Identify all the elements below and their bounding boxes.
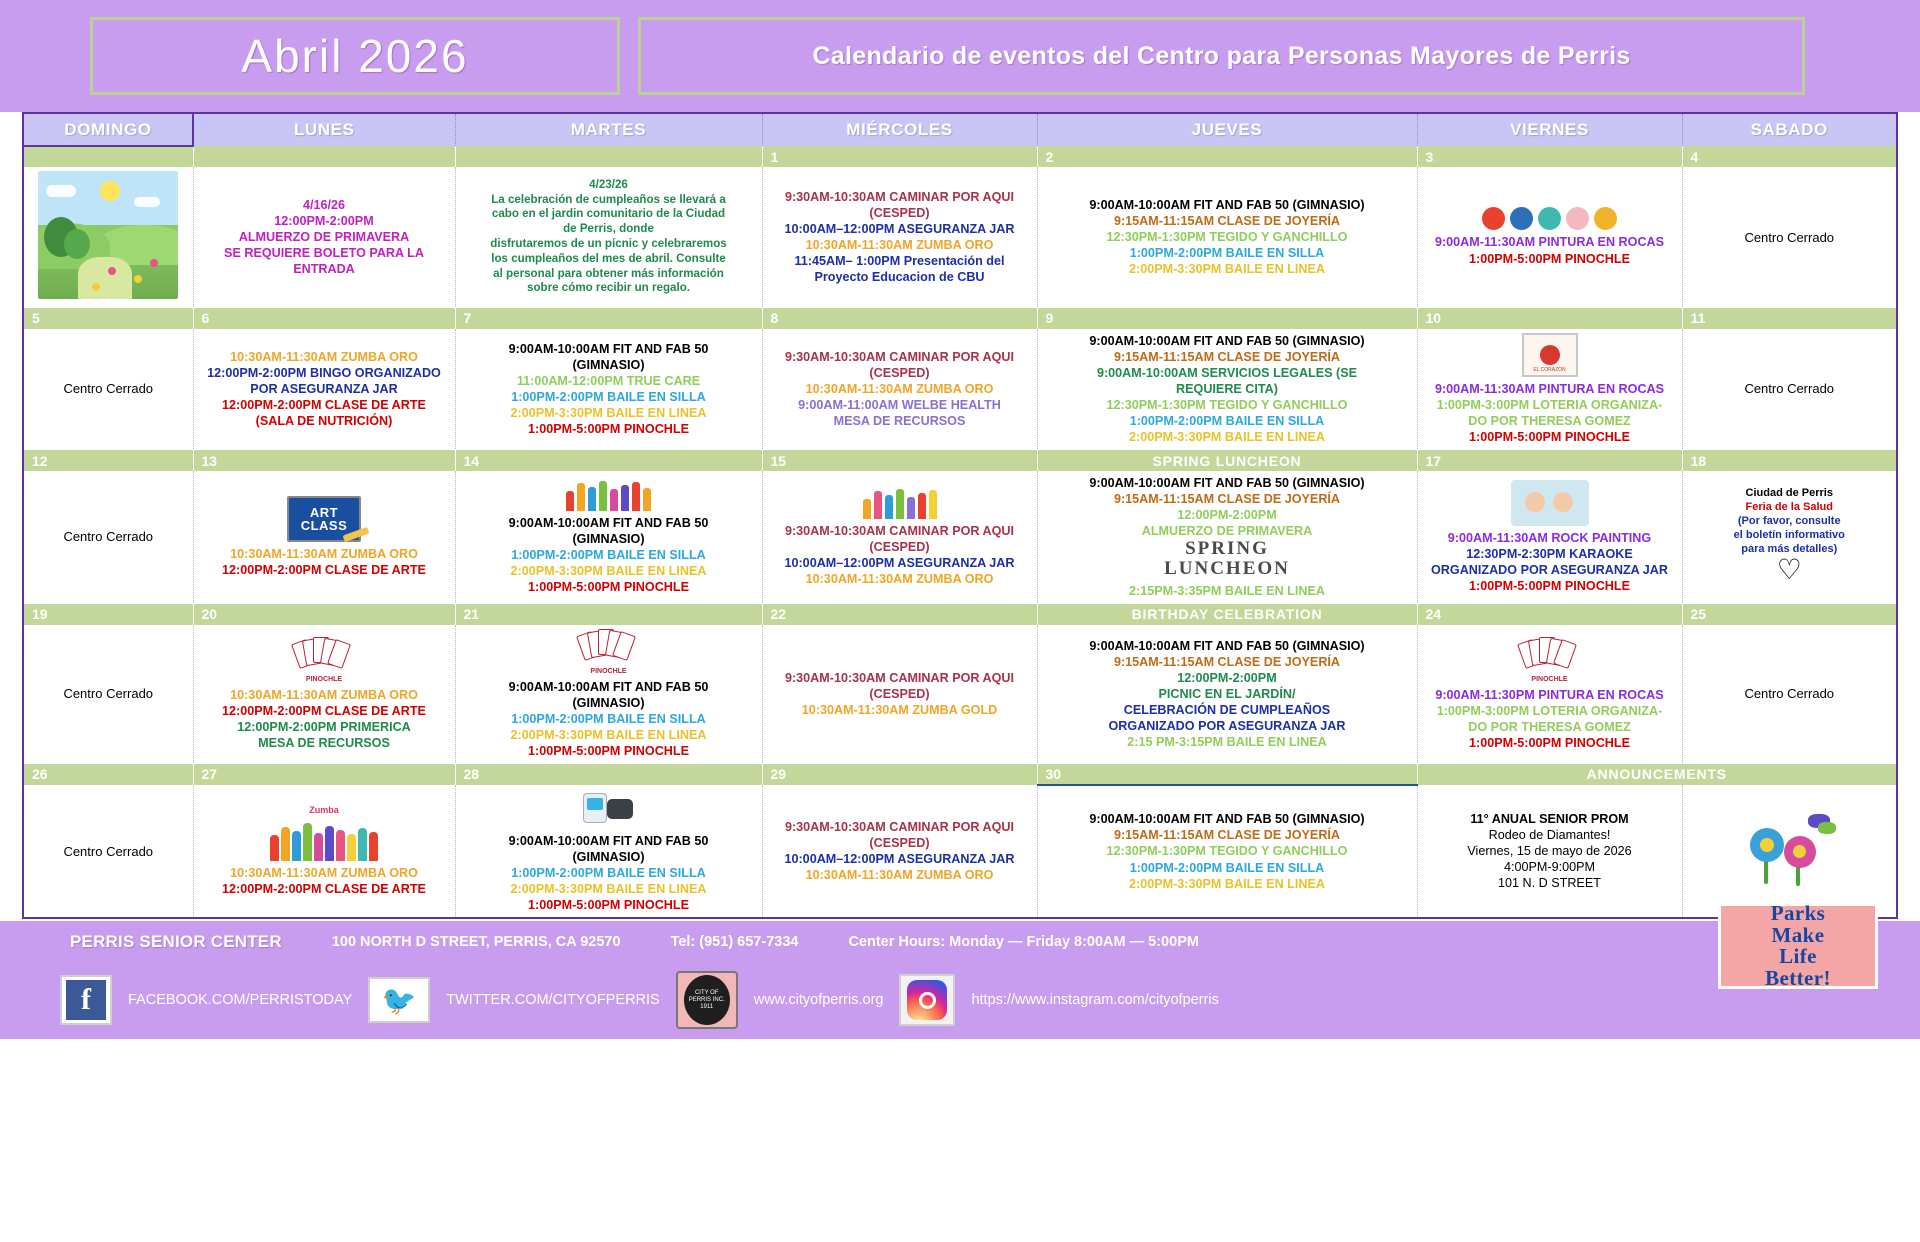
daynumber-cell: 18: [1682, 450, 1897, 471]
event-line: 1:00PM-5:00PM PINOCHLE: [1469, 736, 1630, 751]
event-line: 1:00PM-2:00PM BAILE EN SILLA: [511, 711, 706, 726]
daynumber-cell: [193, 146, 455, 167]
day-cell[interactable]: [1682, 167, 1897, 308]
weekday-header-miércoles: MIÉRCOLES: [762, 113, 1037, 146]
event-line: 10:30AM-11:30AM ZUMBA ORO: [805, 238, 994, 252]
center-closed-label: Centro Cerrado: [63, 529, 154, 545]
event-line: 1:00PM-2:00PM BAILE EN SILLA: [511, 547, 706, 562]
subtitle-box: [638, 17, 1805, 95]
event-line: 2:00PM-3:30PM BAILE EN LINEA: [1129, 430, 1325, 445]
page-header: [0, 0, 1920, 112]
center-closed-label: Centro Cerrado: [1744, 381, 1835, 397]
event-line: 1:00PM-3:00PM LOTERIA ORGANIZA-: [1436, 703, 1663, 718]
event-line: ORGANIZADO POR ASEGURANZA JAR: [1431, 562, 1668, 577]
day-cell[interactable]: [1682, 329, 1897, 450]
event-line: 10:00AM–12:00PM ASEGURANZA JAR: [784, 555, 1015, 570]
pinochle-cards-icon: PINOCHLE: [1423, 637, 1677, 683]
event-line: 2:00PM-3:30PM BAILE EN LINEA: [510, 405, 707, 420]
daynumber-cell: 25: [1682, 604, 1897, 625]
daynumber-cell: 14: [455, 450, 762, 471]
daynumber-cell: 26: [23, 764, 193, 785]
announcement-text: [1423, 811, 1677, 892]
daynumber-cell: 24: [1417, 604, 1682, 625]
week-row: [23, 625, 1897, 764]
event-list: [461, 178, 757, 297]
event-line: (CESPED): [869, 835, 930, 850]
event-line: (CESPED): [869, 365, 930, 380]
event-list: [1043, 197, 1412, 278]
event-list: [461, 341, 757, 438]
day-cell[interactable]: [193, 785, 455, 919]
event-line: 9:00AM-10:00AM SERVICIOS LEGALES (SE: [1096, 365, 1358, 380]
day-cell[interactable]: [455, 167, 762, 308]
zumba-dancers-icon: Zumba: [199, 805, 450, 861]
daynumber-row: [23, 146, 1897, 167]
event-line: 9:15AM-11:15AM CLASE DE JOYERÍA: [1113, 213, 1341, 228]
event-line: 9:15AM-11:15AM CLASE DE JOYERÍA: [1113, 349, 1341, 364]
event-list: [1423, 687, 1677, 751]
event-line: 9:00AM-10:00AM FIT AND FAB 50 (GIMNASIO): [1089, 638, 1365, 653]
blood-pressure-monitor-icon: [461, 789, 757, 829]
event-line: 12:30PM-1:30PM TEGIDO Y GANCHILLO: [1106, 229, 1348, 244]
daynumber-cell: 8: [762, 308, 1037, 329]
event-line: 1:00PM-2:00PM BAILE EN SILLA: [511, 389, 706, 404]
people-group-icon: [768, 487, 1032, 519]
event-list: [461, 833, 757, 914]
instagram-icon[interactable]: [899, 974, 955, 1026]
event-line: el boletín informativo: [1733, 529, 1845, 542]
event-line: (SALA DE NUTRICIÓN): [255, 414, 393, 429]
center-closed-label: Centro Cerrado: [63, 381, 154, 397]
event-list: [1423, 234, 1677, 266]
day-cell[interactable]: [193, 329, 455, 450]
event-line: 1:00PM-3:00PM LOTERIA ORGANIZA-: [1436, 397, 1663, 412]
event-line: (CESPED): [869, 205, 930, 220]
event-line: 10:30AM-11:30AM ZUMBA ORO: [230, 349, 418, 364]
daynumber-cell: 5: [23, 308, 193, 329]
event-line: 9:00AM-10:00AM FIT AND FAB 50 (GIMNASIO): [1089, 333, 1365, 348]
event-line: cabo en el jardin comunitario de la Ciudad: [491, 207, 726, 221]
website-label[interactable]: www.cityofperris.org: [753, 992, 884, 1009]
event-line: 12:00PM-2:00PM CLASE DE ARTE: [222, 397, 426, 412]
spring-landscape-image: [29, 171, 188, 299]
event-list: [768, 523, 1032, 587]
day-cell[interactable]: [23, 329, 193, 450]
pinochle-cards-icon: PINOCHLE: [199, 637, 450, 683]
center-closed-label: Centro Cerrado: [1744, 686, 1835, 702]
event-line: 2:15PM-3:35PM BAILE EN LINEA: [1129, 584, 1325, 599]
day-cell[interactable]: [23, 471, 193, 604]
day-cell[interactable]: [1417, 329, 1682, 450]
art-class-icon: ART CLASS: [199, 496, 450, 542]
day-cell[interactable]: [23, 785, 193, 919]
event-line: los cumpleaños del mes de abril. Consulte: [491, 251, 726, 265]
weekday-header-martes: MARTES: [455, 113, 762, 146]
event-list-secondary: [1043, 583, 1412, 599]
event-list: [768, 819, 1032, 883]
event-line: 12:00PM-2:00PM: [1177, 670, 1277, 685]
day-cell[interactable]: [23, 167, 193, 308]
daynumber-cell: 13: [193, 450, 455, 471]
event-line: al personal para obtener más información: [493, 266, 724, 280]
event-line: 4/23/26: [589, 177, 628, 191]
twitter-label[interactable]: TWITTER.COM/CITYOFPERRIS: [446, 992, 660, 1009]
parks-logo-line4: Better!: [1765, 965, 1831, 990]
daynumber-cell: 22: [762, 604, 1037, 625]
event-list: [1688, 486, 1892, 556]
event-line: MESA DE RECURSOS: [833, 414, 966, 429]
daynumber-banner: ANNOUNCEMENTS: [1417, 764, 1897, 785]
daynumber-cell: 20: [193, 604, 455, 625]
event-line: 10:30AM-11:30AM ZUMBA GOLD: [801, 703, 998, 718]
loteria-card-icon: EL CORAZON: [1423, 333, 1677, 377]
event-list: [1043, 475, 1412, 539]
event-line: 10:30AM-11:30AM ZUMBA ORO: [805, 381, 994, 396]
daynumber-cell: 28: [455, 764, 762, 785]
center-closed-label: Centro Cerrado: [1744, 229, 1835, 245]
event-list: [1423, 530, 1677, 594]
event-line: ALMUERZO DE PRIMAVERA: [1141, 524, 1313, 539]
event-line: 10:00AM–12:00PM ASEGURANZA JAR: [784, 852, 1015, 866]
event-line: (GIMNASIO): [572, 357, 645, 372]
event-line: 11:45AM– 1:00PM Presentación del: [794, 254, 1005, 269]
page-subtitle: Calendario de eventos del Centro para Personas Mayores de Perris: [812, 41, 1631, 70]
daynumber-cell: 12: [23, 450, 193, 471]
weekday-header-sabado: SABADO: [1682, 113, 1897, 146]
event-list: [199, 865, 450, 897]
event-line: (GIMNASIO): [572, 695, 645, 710]
footer-address: 100 NORTH D STREET, PERRIS, CA 92570: [331, 934, 621, 951]
day-cell[interactable]: [762, 471, 1037, 604]
day-cell[interactable]: [1417, 471, 1682, 604]
rock-painting-icon: [1423, 480, 1677, 526]
event-line: 10:30AM-11:30AM ZUMBA ORO: [805, 868, 994, 883]
event-line: 12:00PM-2:00PM BINGO ORGANIZADO: [207, 365, 441, 380]
daynumber-cell: [23, 146, 193, 167]
event-line: 9:00AM-10:00AM FIT AND FAB 50 (GIMNASIO): [1089, 197, 1365, 212]
event-line: 9:30AM-10:30AM CAMINAR POR AQUI: [784, 670, 1015, 685]
heart-icon: ♡: [1776, 554, 1802, 586]
event-line: (Por favor, consulte: [1737, 514, 1841, 527]
event-line: (GIMNASIO): [572, 849, 645, 864]
event-line: 9:00AM-10:00AM FIT AND FAB 50: [508, 679, 709, 694]
day-cell[interactable]: [1037, 625, 1417, 764]
day-cell[interactable]: [1682, 625, 1897, 764]
event-list: [1043, 333, 1412, 446]
event-line: de Perris, donde: [563, 222, 654, 236]
day-cell[interactable]: [1417, 625, 1682, 764]
parks-logo-line3: Life: [1779, 944, 1817, 969]
daynumber-cell: 27: [193, 764, 455, 785]
event-line: PICNIC EN EL JARDÍN/: [1158, 686, 1296, 701]
month-title-box: [90, 17, 620, 95]
day-cell[interactable]: [1417, 785, 1682, 919]
daynumber-cell: 2: [1037, 146, 1417, 167]
event-line: 10:30AM-11:30AM ZUMBA ORO: [230, 865, 418, 880]
daynumber-row: [23, 308, 1897, 329]
facebook-icon[interactable]: f: [60, 975, 112, 1025]
weekday-header-jueves: JUEVES: [1037, 113, 1417, 146]
event-list: [461, 515, 757, 596]
event-line: 9:30AM-10:30AM CAMINAR POR AQUI: [784, 819, 1015, 834]
event-line: 1:00PM-2:00PM BAILE EN SILLA: [511, 865, 706, 880]
event-line: 12:00PM-2:00PM: [1177, 507, 1277, 522]
event-line: 9:00AM-10:00AM FIT AND FAB 50 (GIMNASIO): [1089, 475, 1365, 490]
pinochle-cards-icon: PINOCHLE: [461, 629, 757, 675]
calendar-header-row: [23, 113, 1897, 146]
center-closed-label: Centro Cerrado: [63, 843, 154, 859]
event-line: Feria de la Salud: [1745, 500, 1833, 513]
parks-logo-line1: Parks: [1770, 901, 1826, 926]
day-cell[interactable]: [455, 625, 762, 764]
butterfly-flowers-image: [1688, 808, 1892, 890]
event-line: 2:00PM-3:30PM BAILE EN LINEA: [1129, 876, 1325, 891]
event-line: 12:00PM-2:00PM PRIMERICA: [237, 719, 411, 734]
center-closed-label: Centro Cerrado: [63, 686, 154, 702]
event-list: [199, 687, 450, 751]
announcement-line: Viernes, 15 de mayo de 2026: [1467, 843, 1632, 858]
day-cell[interactable]: [193, 167, 455, 308]
event-line: 9:00AM-11:00AM WELBE HEALTH: [798, 397, 1001, 412]
footer-hours: Center Hours: Monday — Friday 8:00AM — 5:00PM: [848, 934, 1199, 951]
event-line: sobre cómo recibir un regalo.: [527, 281, 690, 295]
event-line: 9:00AM-10:00AM FIT AND FAB 50: [508, 515, 709, 530]
event-line: 9:00AM-11:30AM PINTURA EN ROCAS: [1434, 381, 1665, 396]
week-row: [23, 471, 1897, 604]
event-line: 4/16/26: [302, 197, 346, 212]
instagram-label[interactable]: https://www.instagram.com/cityofperris: [971, 992, 1219, 1009]
event-line: SE REQUIERE BOLETO PARA LA: [224, 246, 424, 261]
paint-dots-icon: [1423, 207, 1677, 230]
event-line: 12:00PM-2:00PM CLASE DE ARTE: [222, 703, 426, 718]
event-line: DO POR THERESA GOMEZ: [1468, 413, 1631, 428]
daynumber-cell: 17: [1417, 450, 1682, 471]
daynumber-cell: [455, 146, 762, 167]
event-list: [768, 189, 1032, 286]
week-row: [23, 785, 1897, 919]
day-cell[interactable]: [762, 785, 1037, 919]
event-line: 12:30PM-1:30PM TEGIDO Y GANCHILLO: [1106, 397, 1348, 412]
calendar-table: [22, 112, 1898, 919]
event-line: (CESPED): [869, 539, 930, 554]
people-group-icon: [461, 479, 757, 511]
daynumber-banner: SPRING LUNCHEON: [1037, 450, 1417, 471]
day-cell[interactable]: [1682, 471, 1897, 604]
day-cell[interactable]: [23, 625, 193, 764]
event-line: ALMUERZO DE PRIMAVERA: [238, 229, 410, 244]
day-cell[interactable]: [1037, 167, 1417, 308]
day-cell[interactable]: [1682, 785, 1897, 919]
announcement-line: 11° ANUAL SENIOR PROM: [1470, 811, 1629, 826]
event-line: DO POR THERESA GOMEZ: [1468, 719, 1631, 734]
event-line: POR ASEGURANZA JAR: [250, 381, 398, 396]
event-line: 12:30PM-2:30PM KARAOKE: [1466, 546, 1633, 561]
event-line: 9:00AM-10:00AM FIT AND FAB 50 (GIMNASIO): [1089, 812, 1365, 827]
event-line: 10:30AM-11:30AM ZUMBA ORO: [805, 572, 994, 587]
event-line: disfrutaremos de un pícnic y celebraremos: [490, 237, 727, 250]
event-line: 2:00PM-3:30PM BAILE EN LINEA: [510, 728, 707, 743]
day-cell[interactable]: [1037, 471, 1417, 604]
event-line: 1:00PM-2:00PM BAILE EN SILLA: [1129, 860, 1325, 875]
event-line: Proyecto Educacion de CBU: [814, 270, 985, 285]
day-cell[interactable]: [762, 625, 1037, 764]
event-line: 2:00PM-3:30PM BAILE EN LINEA: [1129, 262, 1325, 277]
event-line: MESA DE RECURSOS: [258, 736, 390, 751]
event-line: 1:00PM-5:00PM PINOCHLE: [1469, 429, 1630, 444]
event-line: La celebración de cumpleaños se llevará a: [491, 192, 726, 206]
day-cell[interactable]: [193, 471, 455, 604]
daynumber-cell: 19: [23, 604, 193, 625]
event-line: 9:15AM-11:15AM CLASE DE JOYERÍA: [1113, 654, 1341, 669]
event-line: 9:00AM-11:30AM ROCK PAINTING: [1447, 530, 1652, 545]
daynumber-cell: 10: [1417, 308, 1682, 329]
day-cell[interactable]: [455, 471, 762, 604]
event-line: 10:30AM-11:30AM ZUMBA ORO: [230, 687, 418, 702]
weekday-header-lunes: LUNES: [193, 113, 455, 146]
daynumber-cell: 11: [1682, 308, 1897, 329]
event-line: 1:00PM-5:00PM PINOCHLE: [1469, 251, 1630, 266]
event-line: 2:00PM-3:30PM BAILE EN LINEA: [510, 564, 707, 579]
page-title: Abril 2026: [241, 30, 469, 82]
event-line: Ciudad de Perris: [1745, 486, 1833, 499]
event-line: 9:15AM-11:15AM CLASE DE JOYERÍA: [1113, 828, 1341, 843]
event-line: 9:00AM-11:30PM PINTURA EN ROCAS: [1435, 687, 1664, 702]
parks-make-life-better-logo: [1718, 903, 1878, 989]
event-list: [199, 349, 450, 430]
event-line: 1:00PM-5:00PM PINOCHLE: [528, 422, 689, 437]
event-line: 1:00PM-5:00PM PINOCHLE: [528, 898, 689, 913]
footer-center-name: PERRIS SENIOR CENTER: [70, 932, 282, 952]
announcement-line: 4:00PM-9:00PM: [1504, 860, 1595, 875]
event-line: 1:00PM-2:00PM BAILE EN SILLA: [1129, 246, 1325, 261]
event-list: [199, 546, 450, 578]
event-line: ENTRADA: [293, 262, 355, 277]
footer-social-row: [0, 963, 1920, 1037]
event-list: [1423, 381, 1677, 445]
day-cell[interactable]: [762, 167, 1037, 308]
event-list: [199, 197, 450, 278]
event-line: 10:30AM-11:30AM ZUMBA ORO: [230, 546, 418, 561]
daynumber-cell: 4: [1682, 146, 1897, 167]
day-cell[interactable]: [455, 785, 762, 919]
event-line: 9:30AM-10:30AM CAMINAR POR AQUI: [784, 189, 1015, 204]
week-row: [23, 329, 1897, 450]
event-line: 9:30AM-10:30AM CAMINAR POR AQUI: [784, 349, 1015, 364]
event-list: [768, 349, 1032, 430]
event-line: 12:00PM-2:00PM CLASE DE ARTE: [222, 562, 426, 577]
daynumber-row: [23, 764, 1897, 785]
daynumber-cell: 6: [193, 308, 455, 329]
event-line: 12:00PM-2:00PM CLASE DE ARTE: [222, 882, 426, 896]
event-list: [461, 679, 757, 760]
announcement-line: Rodeo de Diamantes!: [1488, 827, 1611, 842]
footer-info-row: [0, 921, 1920, 963]
city-seal-icon: [676, 971, 738, 1029]
daynumber-cell: 30: [1037, 764, 1417, 785]
event-line: 1:00PM-2:00PM BAILE EN SILLA: [1129, 414, 1325, 429]
event-line: (CESPED): [869, 686, 930, 701]
event-line: (GIMNASIO): [572, 531, 645, 546]
event-list: [768, 670, 1032, 718]
event-line: CELEBRACIÓN DE CUMPLEAÑOS: [1123, 703, 1331, 718]
event-line: 9:00AM-10:00AM FIT AND FAB 50: [508, 833, 709, 848]
day-cell[interactable]: [193, 625, 455, 764]
day-cell[interactable]: [455, 329, 762, 450]
event-list: [1043, 638, 1412, 751]
event-line: 1:00PM-5:00PM PINOCHLE: [528, 744, 689, 759]
announcement-line: 101 N. D STREET: [1498, 876, 1601, 891]
day-cell[interactable]: [1417, 167, 1682, 308]
event-line: 12:30PM-1:30PM TEGIDO Y GANCHILLO: [1106, 844, 1348, 859]
event-line: ORGANIZADO POR ASEGURANZA JAR: [1108, 719, 1346, 734]
event-line: 1:00PM-5:00PM PINOCHLE: [1469, 579, 1630, 594]
week-row: [23, 167, 1897, 308]
day-cell[interactable]: [1037, 785, 1417, 919]
event-line: 1:00PM-5:00PM PINOCHLE: [528, 580, 689, 595]
day-cell[interactable]: [1037, 329, 1417, 450]
parks-logo-line2: Make: [1771, 922, 1825, 947]
event-line: 12:00PM-2:00PM: [274, 213, 374, 228]
weekday-header-domingo: DOMINGO: [23, 113, 193, 146]
event-line: 9:30AM-10:30AM CAMINAR POR AQUI: [784, 523, 1015, 538]
event-line: 11:00AM-12:00PM TRUE CARE: [516, 373, 701, 388]
daynumber-row: [23, 450, 1897, 471]
city-seal-text: CITY OF PERRIS INC. 1911: [684, 975, 730, 1025]
event-list: [1043, 811, 1412, 892]
daynumber-row: [23, 604, 1897, 625]
day-cell[interactable]: [762, 329, 1037, 450]
daynumber-cell: 3: [1417, 146, 1682, 167]
event-line: para más detalles): [1741, 543, 1838, 556]
event-line: 9:15AM-11:15AM CLASE DE JOYERÍA: [1113, 491, 1341, 506]
facebook-label[interactable]: FACEBOOK.COM/PERRISTODAY: [128, 992, 353, 1009]
calendar-wrapper: [0, 112, 1920, 919]
spring-luncheon-graphic: SPRING LUNCHEON: [1164, 538, 1290, 580]
event-line: 9:00AM-10:00AM FIT AND FAB 50: [508, 341, 709, 356]
twitter-icon[interactable]: 🐦: [368, 977, 430, 1023]
event-line: 2:15 PM-3:15PM BAILE EN LINEA: [1127, 735, 1327, 750]
footer-phone: Tel: (951) 657-7334: [670, 934, 799, 951]
daynumber-cell: 21: [455, 604, 762, 625]
event-line: 9:00AM-11:30AM PINTURA EN ROCAS: [1434, 235, 1665, 250]
event-line: 2:00PM-3:30PM BAILE EN LINEA: [510, 882, 707, 897]
daynumber-cell: 15: [762, 450, 1037, 471]
daynumber-banner: BIRTHDAY CELEBRATION: [1037, 604, 1417, 625]
daynumber-cell: 1: [762, 146, 1037, 167]
weekday-header-viernes: VIERNES: [1417, 113, 1682, 146]
event-line: REQUIERE CITA): [1176, 381, 1278, 396]
daynumber-cell: 29: [762, 764, 1037, 785]
daynumber-cell: 9: [1037, 308, 1417, 329]
daynumber-cell: 7: [455, 308, 762, 329]
event-line: 10:00AM–12:00PM ASEGURANZA JAR: [784, 221, 1015, 236]
